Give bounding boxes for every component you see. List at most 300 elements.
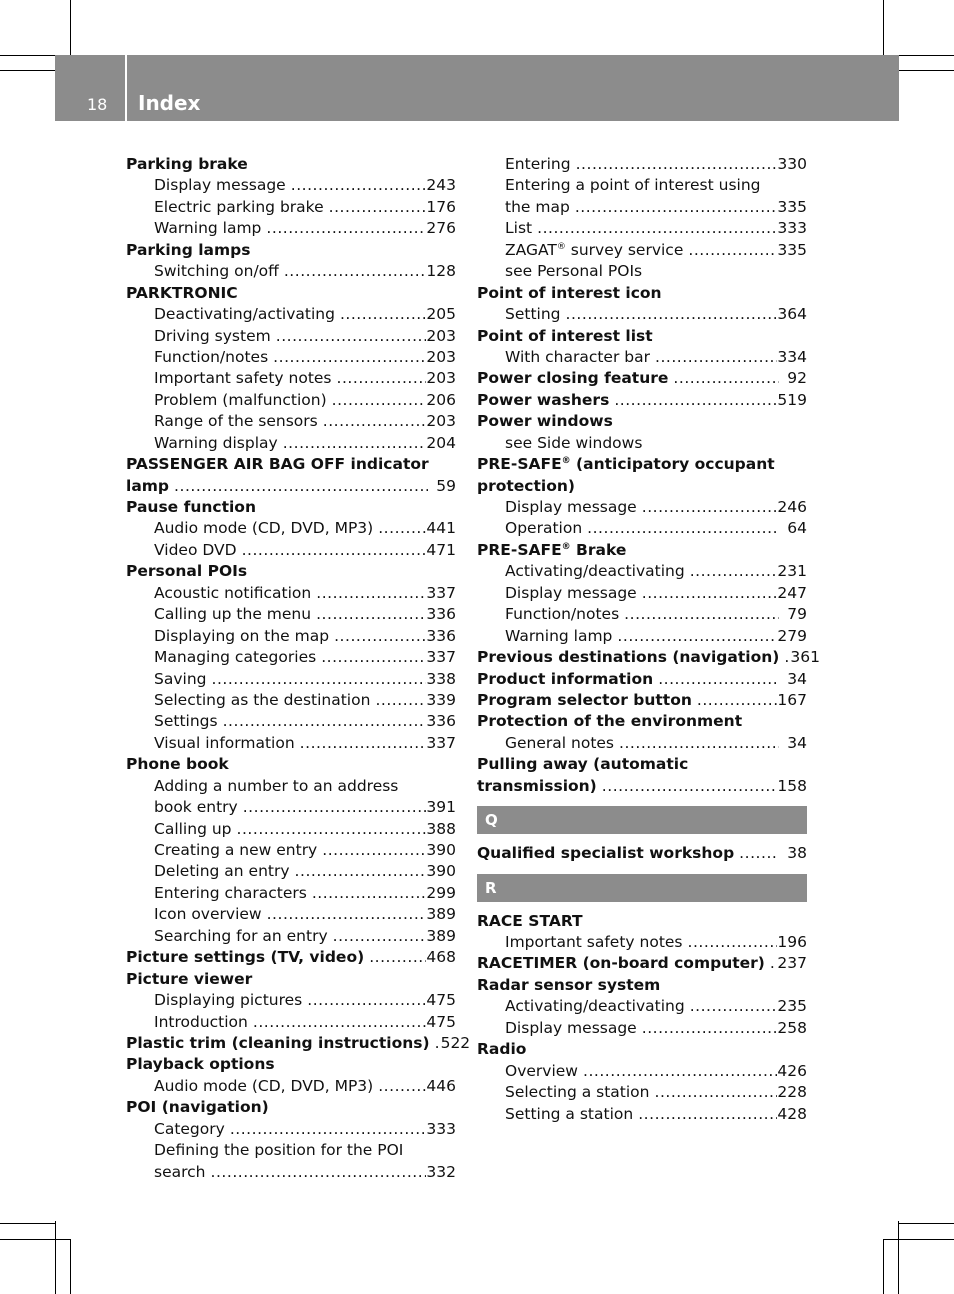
entry-text: see Side windows	[505, 433, 643, 452]
page-reference: 364	[777, 305, 807, 324]
entry-label	[154, 540, 237, 561]
index-subentry	[477, 583, 807, 604]
registered-mark: ®	[561, 456, 571, 467]
entry-label	[505, 583, 637, 604]
entry-label	[126, 947, 364, 968]
entry-label	[126, 755, 229, 773]
index-subentry	[126, 883, 456, 904]
page-reference: 426	[777, 1061, 807, 1080]
page-reference: 519	[777, 390, 807, 409]
entry-label	[477, 712, 742, 730]
index-subentry	[126, 540, 456, 561]
index-subentry	[477, 433, 807, 454]
entry-text: Point of interest icon	[477, 283, 662, 302]
entry-text: RACE START	[477, 911, 583, 930]
entry-text: Parking brake	[126, 155, 248, 173]
entry-label	[154, 819, 232, 840]
entry-text: Picture viewer	[126, 969, 253, 988]
entry-label	[126, 455, 429, 473]
crop-mark	[898, 1221, 899, 1294]
index-subentry	[126, 926, 456, 947]
entry-text: Calling up the menu	[154, 605, 312, 624]
entry-text: Plastic trim (cleaning instructions)	[126, 1033, 430, 1052]
index-subentry	[477, 304, 807, 325]
page-reference: 79	[787, 605, 807, 624]
entry-label	[126, 970, 252, 988]
index-heading	[477, 411, 807, 432]
index-heading	[477, 711, 807, 732]
entry-label	[154, 990, 302, 1011]
index-heading	[126, 154, 456, 175]
page-reference: 92	[787, 369, 807, 388]
entry-text: Electric parking brake	[154, 197, 324, 216]
entry-label	[505, 197, 570, 218]
dot-leader	[318, 411, 427, 432]
entry-text: Power windows	[477, 412, 613, 431]
index-heading	[126, 754, 456, 775]
entry-label	[505, 262, 642, 280]
entry-text: Audio mode (CD, DVD, MP3)	[154, 1076, 374, 1095]
entry-label	[154, 690, 370, 711]
index-subentry	[126, 647, 456, 668]
entry-text: RACETIMER (on-board computer)	[477, 954, 765, 973]
crop-mark	[883, 0, 884, 55]
entry-label	[477, 412, 613, 430]
page-reference: 339	[426, 690, 456, 709]
dot-leader	[364, 947, 426, 968]
index-subentry	[477, 1061, 807, 1082]
crop-mark	[883, 1239, 954, 1240]
entry-text: Qualified specialist workshop	[477, 844, 735, 863]
entry-text: Calling up	[154, 819, 232, 838]
dot-leader	[571, 154, 778, 175]
index-subentry	[477, 347, 807, 368]
entry-label	[154, 669, 206, 690]
index-subentry	[477, 561, 807, 582]
entry-text: Searching for an entry	[154, 926, 328, 945]
index-heading	[477, 390, 807, 411]
index-subentry	[126, 347, 456, 368]
entry-label	[126, 562, 247, 580]
page-reference: 336	[426, 712, 456, 731]
index-heading	[477, 843, 807, 864]
dot-leader	[307, 883, 427, 904]
page-reference: 203	[426, 347, 456, 366]
entry-label	[505, 604, 619, 625]
dot-leader	[302, 990, 426, 1011]
page-reference: 204	[426, 433, 456, 452]
index-subentry	[126, 733, 456, 754]
entry-text: Entering characters	[154, 883, 307, 902]
entry-text: Adding a number to an address	[154, 776, 399, 795]
index-subentry	[477, 604, 807, 625]
index-heading	[477, 476, 807, 497]
entry-label	[154, 347, 268, 368]
crop-mark	[899, 70, 954, 71]
entry-label	[154, 604, 311, 625]
entry-label	[477, 327, 653, 345]
entry-label	[477, 976, 660, 994]
entry-label	[505, 497, 637, 518]
entry-text: Creating a new entry	[154, 841, 318, 859]
entry-text: Deleting an entry	[154, 862, 290, 881]
entry-label	[154, 1076, 373, 1097]
index-subentry	[126, 390, 456, 411]
entry-label	[505, 176, 761, 194]
index-subentry	[126, 1119, 456, 1140]
dot-leader	[619, 604, 779, 625]
index-subentry	[126, 819, 456, 840]
entry-text: Important safety notes	[154, 369, 332, 388]
dot-leader	[570, 197, 778, 218]
entry-label	[505, 518, 582, 539]
dot-leader	[332, 368, 427, 389]
entry-label	[505, 154, 571, 175]
entry-label	[477, 647, 779, 668]
entry-label	[154, 861, 290, 882]
page-reference: 428	[777, 1104, 807, 1123]
index-heading	[477, 911, 807, 932]
entry-text: Function/notes	[505, 605, 620, 624]
entry-label	[154, 433, 278, 454]
entry-label	[126, 241, 250, 259]
entry-label	[126, 476, 169, 497]
page-reference: 337	[426, 648, 456, 667]
crop-mark	[55, 1221, 56, 1294]
index-subentry	[126, 175, 456, 196]
index-subentry	[126, 518, 456, 539]
index-heading	[126, 283, 456, 304]
dot-leader	[286, 175, 427, 196]
entry-label	[505, 347, 650, 368]
entry-text: Warning display	[154, 433, 278, 452]
dot-leader	[311, 583, 426, 604]
page-reference: 38	[787, 844, 807, 863]
page-reference: 336	[426, 626, 456, 645]
entry-label	[154, 711, 218, 732]
page-reference: 522	[440, 1033, 471, 1052]
entry-text-cont: Brake	[570, 540, 627, 559]
entry-text: Audio mode (CD, DVD, MP3)	[154, 519, 374, 538]
entry-label	[477, 284, 662, 302]
page-reference: 361	[790, 648, 820, 667]
dot-leader	[328, 926, 427, 947]
dot-leader	[683, 932, 778, 953]
entry-label	[126, 1098, 269, 1116]
index-heading	[477, 647, 820, 668]
entry-label	[505, 561, 685, 582]
dot-leader	[649, 1082, 777, 1103]
entry-label	[505, 932, 683, 953]
page-reference: 237	[777, 954, 807, 973]
dot-leader	[278, 433, 427, 454]
entry-label	[154, 1012, 248, 1033]
dot-leader	[578, 1061, 777, 1082]
entry-label	[126, 1055, 275, 1073]
entry-label	[477, 690, 692, 711]
entry-text: Previous destinations (navigation)	[477, 648, 780, 667]
entry-label	[154, 175, 286, 196]
entry-label	[477, 477, 575, 495]
entry-label	[154, 797, 238, 818]
dot-leader	[370, 690, 426, 711]
index-subentry	[126, 711, 456, 732]
index-subentry	[126, 776, 456, 797]
page-reference: 203	[426, 412, 456, 431]
section-letter-bar: Q	[477, 806, 807, 834]
index-heading	[477, 368, 807, 389]
entry-label	[154, 1162, 206, 1183]
entry-text: see Personal POIs	[505, 262, 643, 281]
entry-label	[505, 218, 532, 239]
entry-text: Pulling away (automatic	[477, 755, 689, 774]
entry-label	[477, 669, 653, 690]
dot-leader	[295, 733, 427, 754]
entry-text: Program selector button	[477, 690, 692, 709]
header-divider	[125, 55, 127, 121]
entry-label	[505, 1018, 637, 1039]
entry-label	[505, 733, 614, 754]
page-reference: 330	[777, 155, 807, 173]
entry-label	[154, 411, 318, 432]
entry-text: book entry	[154, 798, 238, 817]
entry-label	[154, 647, 316, 668]
page-reference: 158	[777, 776, 807, 795]
dot-leader	[779, 647, 790, 668]
entry-label	[505, 1104, 633, 1125]
entry-text: Driving system	[154, 326, 271, 345]
index-heading	[477, 283, 807, 304]
dot-leader	[327, 390, 427, 411]
entry-label	[154, 626, 329, 647]
index-column-right	[477, 154, 820, 1125]
entry-text: Selecting a station	[505, 1083, 650, 1102]
dot-leader	[261, 218, 426, 239]
dot-leader	[637, 497, 778, 518]
page-reference: 243	[426, 176, 456, 195]
page-reference: 475	[426, 991, 456, 1010]
entry-label	[477, 541, 626, 559]
page-reference: 59	[436, 476, 456, 495]
index-subentry	[477, 240, 807, 261]
page-reference: 203	[426, 326, 456, 345]
entry-text: lamp	[126, 476, 170, 495]
crop-mark	[0, 1223, 55, 1224]
index-subentry	[126, 368, 456, 389]
entry-text: Setting a station	[505, 1104, 634, 1123]
dot-leader	[637, 1018, 778, 1039]
page-reference: 332	[426, 1162, 456, 1181]
crop-mark	[899, 1223, 954, 1224]
page-reference: 276	[426, 219, 456, 238]
crop-mark	[883, 1239, 884, 1294]
entry-label	[154, 518, 373, 539]
entry-label	[505, 1082, 649, 1103]
index-heading	[477, 690, 807, 711]
dot-leader	[683, 240, 777, 261]
entry-label	[126, 498, 256, 516]
entry-text: Display message	[505, 1018, 637, 1037]
page-reference: 176	[426, 197, 456, 216]
dot-leader	[206, 1162, 427, 1183]
index-subentry	[126, 218, 456, 239]
dot-leader	[650, 347, 777, 368]
dot-leader	[169, 476, 428, 497]
page-reference: 446	[426, 1076, 456, 1095]
entry-text: Switching on/off	[154, 262, 279, 281]
entry-label	[154, 304, 335, 325]
dot-leader	[311, 604, 426, 625]
page-reference: 34	[787, 669, 807, 688]
dot-leader	[561, 304, 778, 325]
dot-leader	[614, 733, 779, 754]
index-subentry	[477, 518, 807, 539]
entry-text: PRE-SAFE	[477, 455, 562, 474]
entry-text: Category	[154, 1119, 225, 1138]
index-heading	[477, 776, 807, 797]
entry-text: POI (navigation)	[126, 1098, 269, 1117]
index-subentry	[126, 990, 456, 1011]
dot-leader	[430, 1033, 441, 1054]
entry-text: the map	[505, 197, 570, 216]
entry-label	[477, 390, 609, 411]
page-reference: 335	[777, 197, 807, 216]
page-reference: 391	[426, 798, 456, 817]
entry-text: Activating/deactivating	[505, 562, 685, 581]
entry-label	[154, 368, 332, 389]
entry-text: PASSENGER AIR BAG OFF indicator	[126, 455, 429, 474]
index-column-left	[126, 154, 471, 1183]
entry-label	[477, 953, 765, 974]
entry-text: Icon overview	[154, 905, 262, 924]
dot-leader	[317, 840, 426, 861]
page-reference: 167	[777, 690, 807, 709]
page-reference: 205	[426, 305, 456, 324]
section-letter-bar: R	[477, 874, 807, 902]
index-subentry	[477, 154, 807, 175]
entry-text: Deactivating/activating	[154, 305, 335, 324]
dot-leader	[248, 1012, 427, 1033]
page-reference: 258	[777, 1018, 807, 1037]
page-reference: 196	[777, 933, 807, 951]
entry-text: Personal POIs	[126, 562, 248, 581]
index-heading	[477, 326, 807, 347]
entry-text: Selecting as the destination	[154, 690, 371, 709]
index-subentry	[477, 497, 807, 518]
page-reference: 206	[426, 390, 456, 409]
dot-leader	[597, 776, 778, 797]
entry-text: With character bar	[505, 347, 650, 366]
entry-text: transmission)	[477, 776, 597, 795]
entry-text: Saving	[154, 669, 207, 688]
entry-label	[154, 1141, 403, 1159]
dot-leader	[232, 819, 427, 840]
index-heading	[126, 1033, 471, 1054]
crop-mark	[0, 1239, 70, 1240]
entry-label	[154, 197, 324, 218]
entry-text: Picture settings (TV, video)	[126, 948, 365, 967]
dot-leader	[290, 861, 427, 882]
index-subentry	[126, 583, 456, 604]
entry-text: Point of interest list	[477, 326, 653, 345]
index-subentry	[126, 1140, 456, 1161]
entry-label	[477, 368, 668, 389]
page-reference: 336	[426, 605, 456, 624]
index-heading	[126, 947, 456, 968]
entry-label	[505, 626, 612, 647]
dot-leader	[532, 218, 777, 239]
index-subentry	[126, 1076, 456, 1097]
dot-leader	[335, 304, 426, 325]
page-reference: 338	[426, 669, 456, 688]
entry-text: Displaying pictures	[154, 991, 303, 1010]
dot-leader	[316, 647, 426, 668]
index-heading	[126, 1054, 456, 1075]
dot-leader	[237, 540, 427, 561]
page-reference: 34	[787, 733, 807, 752]
entry-label	[154, 583, 311, 604]
page-reference: 475	[426, 1012, 456, 1031]
dot-leader	[765, 953, 778, 974]
index-heading	[126, 497, 456, 518]
entry-text: Introduction	[154, 1012, 248, 1031]
page-reference: 247	[777, 583, 807, 602]
entry-label	[477, 455, 775, 473]
index-subentry	[126, 690, 456, 711]
dot-leader	[734, 843, 779, 864]
dot-leader	[653, 669, 779, 690]
entry-label	[154, 777, 398, 795]
page-reference: 468	[426, 948, 456, 967]
registered-mark: ®	[556, 241, 566, 252]
entry-text: Function/notes	[154, 347, 269, 366]
entry-label	[126, 1033, 430, 1054]
entry-text: Important safety notes	[505, 933, 683, 951]
index-subentry	[126, 861, 456, 882]
dot-leader	[373, 1076, 426, 1097]
entry-text: General notes	[505, 733, 615, 752]
entry-text: Problem (malfunction)	[154, 390, 327, 409]
entry-text: Displaying on the map	[154, 626, 330, 645]
crop-mark	[70, 1239, 71, 1294]
dot-leader	[609, 390, 777, 411]
index-heading	[477, 754, 807, 775]
entry-label	[477, 912, 583, 930]
entry-label	[154, 926, 328, 947]
entry-label	[154, 390, 327, 411]
dot-leader	[329, 626, 426, 647]
dot-leader	[271, 326, 427, 347]
index-subentry	[477, 1018, 807, 1039]
crop-mark	[0, 55, 55, 56]
entry-text: Defining the position for the POI	[154, 1141, 404, 1160]
crop-mark	[899, 55, 954, 56]
index-subentry	[126, 433, 456, 454]
entry-label	[154, 326, 271, 347]
index-heading	[126, 969, 456, 990]
entry-label	[154, 733, 295, 754]
dot-leader	[612, 626, 777, 647]
entry-label	[505, 434, 642, 452]
entry-text: Entering a point of interest using	[505, 176, 761, 195]
entry-label	[477, 755, 688, 773]
index-heading	[126, 240, 456, 261]
index-subentry	[126, 197, 456, 218]
entry-label	[154, 904, 262, 925]
entry-text: Acoustic notification	[154, 583, 312, 602]
index-subentry	[126, 1012, 456, 1033]
page-reference: 64	[787, 519, 807, 538]
